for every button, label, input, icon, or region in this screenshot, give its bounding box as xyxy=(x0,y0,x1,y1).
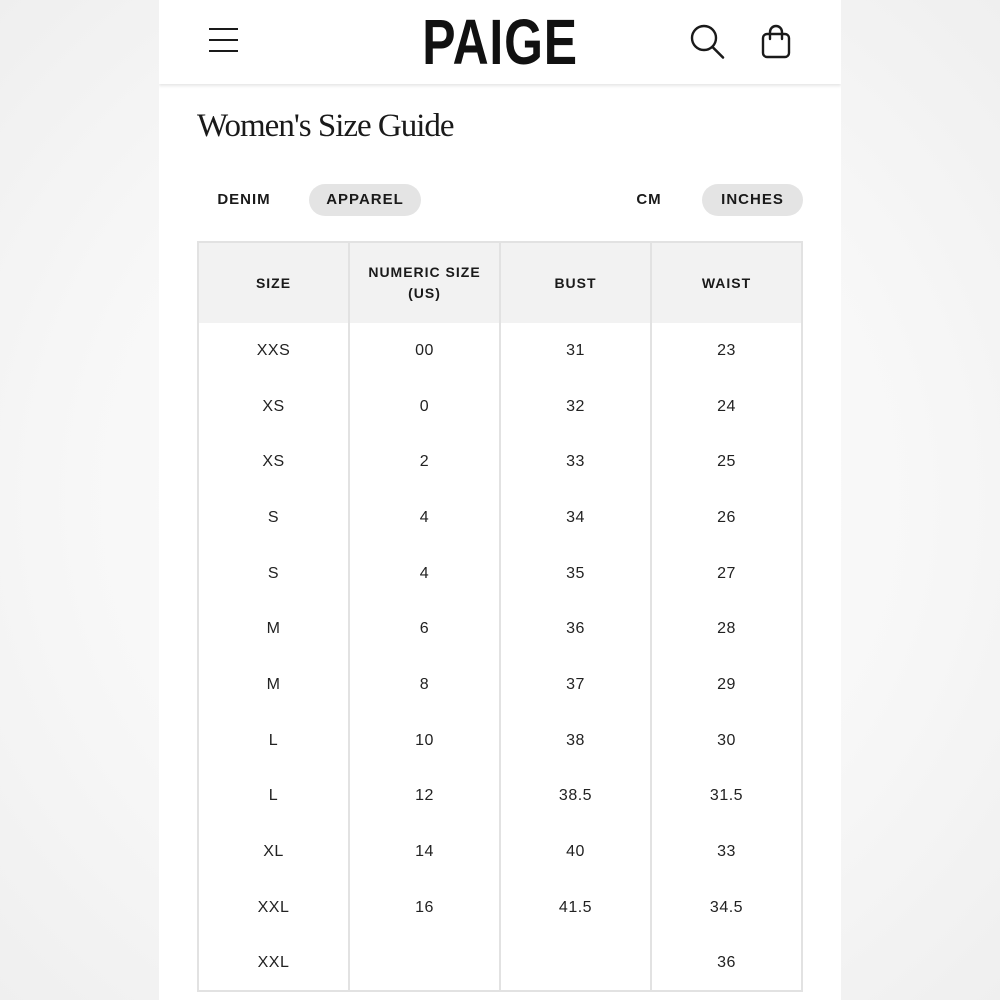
cell-size: XS xyxy=(198,434,349,490)
cell-size: S xyxy=(198,546,349,602)
cell-size: XXL xyxy=(198,936,349,992)
cell-numeric-size: 6 xyxy=(349,601,500,657)
cell-numeric-size xyxy=(349,936,500,992)
cell-numeric-size: 4 xyxy=(349,546,500,602)
cell-bust xyxy=(500,936,651,992)
cell-bust: 41.5 xyxy=(500,880,651,936)
site-header xyxy=(159,0,841,84)
cell-bust: 33 xyxy=(500,434,651,490)
cell-bust: 40 xyxy=(500,824,651,880)
cell-waist: 25 xyxy=(651,434,802,490)
cell-numeric-size: 00 xyxy=(349,323,500,379)
shopping-bag-icon[interactable] xyxy=(759,24,793,60)
cell-bust: 32 xyxy=(500,379,651,435)
table-row xyxy=(198,769,802,825)
cell-size: XXL xyxy=(198,880,349,936)
cell-bust: 36 xyxy=(500,601,651,657)
cell-numeric-size: 0 xyxy=(349,379,500,435)
header-size: SIZE xyxy=(198,242,349,323)
cell-bust: 38 xyxy=(500,713,651,769)
cell-waist: 23 xyxy=(651,323,802,379)
table-row xyxy=(198,936,802,992)
unit-toggle-inches[interactable]: INCHES xyxy=(702,184,803,216)
cell-size: M xyxy=(198,657,349,713)
table-row xyxy=(198,379,802,435)
table-row xyxy=(198,434,802,490)
unit-toggle-cm[interactable]: CM xyxy=(636,191,662,208)
table-row xyxy=(198,323,802,379)
cell-numeric-size: 4 xyxy=(349,490,500,546)
cell-size: XL xyxy=(198,824,349,880)
cell-numeric-size: 10 xyxy=(349,713,500,769)
page-title: Women's Size Guide xyxy=(197,108,454,144)
cell-bust: 35 xyxy=(500,546,651,602)
cell-size: L xyxy=(198,713,349,769)
cell-numeric-size: 12 xyxy=(349,769,500,825)
cell-waist: 36 xyxy=(651,936,802,992)
cell-waist: 33 xyxy=(651,824,802,880)
tab-apparel[interactable]: APPAREL xyxy=(309,184,421,216)
table-row xyxy=(198,601,802,657)
cell-waist: 24 xyxy=(651,379,802,435)
cell-waist: 28 xyxy=(651,601,802,657)
cell-waist: 27 xyxy=(651,546,802,602)
cell-bust: 34 xyxy=(500,490,651,546)
cell-numeric-size: 8 xyxy=(349,657,500,713)
cell-size: XS xyxy=(198,379,349,435)
table-row xyxy=(198,824,802,880)
table-row xyxy=(198,713,802,769)
search-icon[interactable] xyxy=(689,22,727,62)
cell-bust: 37 xyxy=(500,657,651,713)
cell-bust: 31 xyxy=(500,323,651,379)
cell-numeric-size: 14 xyxy=(349,824,500,880)
cell-bust: 38.5 xyxy=(500,769,651,825)
cell-size: XXS xyxy=(198,323,349,379)
cell-numeric-size: 16 xyxy=(349,880,500,936)
header-numeric-size: NUMERIC SIZE (US) xyxy=(349,242,500,323)
table-row xyxy=(198,546,802,602)
cell-waist: 26 xyxy=(651,490,802,546)
tab-denim[interactable]: DENIM xyxy=(217,191,271,208)
cell-waist: 30 xyxy=(651,713,802,769)
cell-size: L xyxy=(198,769,349,825)
table-row xyxy=(198,657,802,713)
cell-waist: 31.5 xyxy=(651,769,802,825)
header-bust: BUST xyxy=(500,242,651,323)
cell-waist: 29 xyxy=(651,657,802,713)
mobile-page xyxy=(159,0,841,1000)
table-row xyxy=(198,490,802,546)
cell-size: S xyxy=(198,490,349,546)
table-header-row xyxy=(198,242,802,323)
header-waist: WAIST xyxy=(651,242,802,323)
cell-waist: 34.5 xyxy=(651,880,802,936)
table-row xyxy=(198,880,802,936)
cell-numeric-size: 2 xyxy=(349,434,500,490)
cell-size: M xyxy=(198,601,349,657)
size-table xyxy=(197,241,803,992)
brand-logo[interactable]: PAIGE xyxy=(422,6,578,78)
